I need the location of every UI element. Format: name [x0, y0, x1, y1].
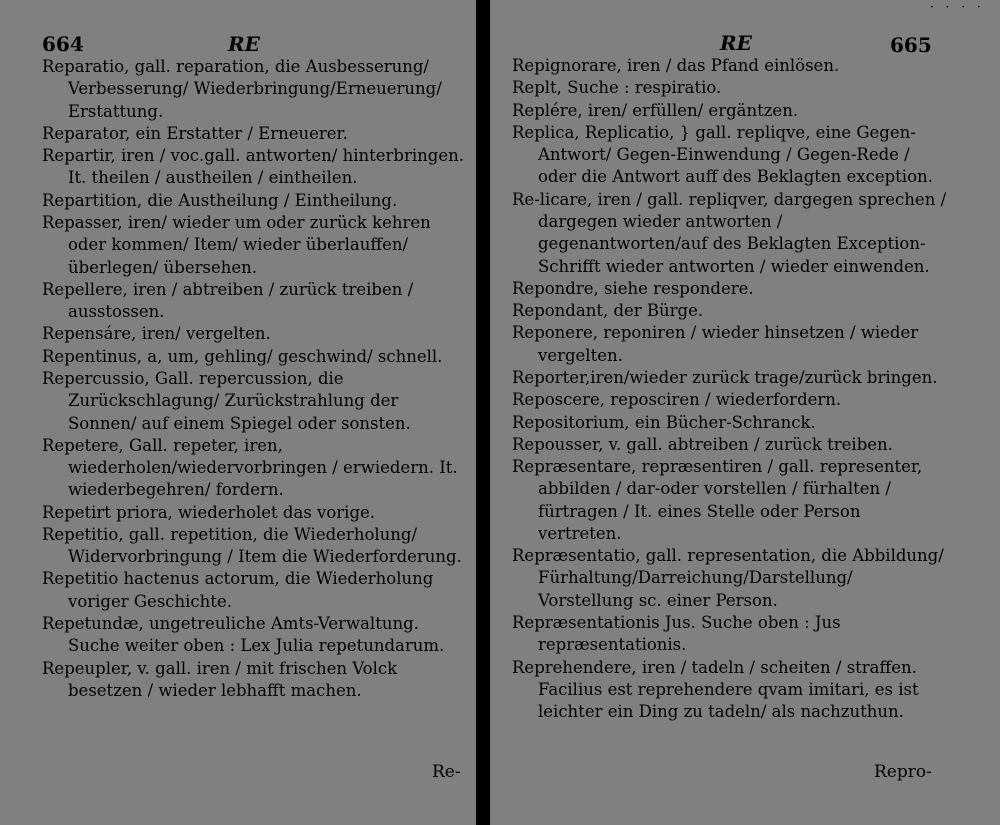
dictionary-entry: Repellere, iren / abtreiben / zurück treiben / ausstossen.: [42, 279, 414, 322]
dictionary-entry: Repræsentare, repræsentiren / gall. representer, abbilden / dar-oder vorstellen / fürhalten / fürtragen / It. eines Stelle oder Person vertreten.: [512, 457, 923, 543]
dictionary-entry: Replére, iren/ erfüllen/ ergäntzen.: [512, 100, 799, 120]
dictionary-entry: Repetirt priora, wiederholet das vorige.: [42, 502, 376, 522]
right-page: [490, 0, 1000, 825]
right-entry-list: [512, 55, 948, 723]
left-page: [0, 0, 478, 825]
dictionary-entry: Repetitio, gall. repetition, die Wiederholung/ Widervorbringung / Item die Wiederforderung.: [42, 524, 462, 567]
dictionary-entry: Replt, Suche : respiratio.: [512, 78, 722, 98]
dictionary-entry: Replica, Replicatio, } gall. repliqve, eine Gegen-Antwort/ Gegen-Einwendung / Gegen-Rede / oder die Antwort auff des Beklagten exception.: [512, 122, 933, 187]
dictionary-entry: Repetundæ, ungetreuliche Amts-Verwaltung. Suche weiter oben : Lex Julia repetundarum.: [42, 614, 445, 656]
dictionary-entry: Repignorare, iren / das Pfand einlösen.: [512, 56, 840, 75]
right-page-number: 665: [890, 33, 932, 57]
dictionary-entry: Repentinus, a, um, gehling/ geschwind/ schnell.: [42, 346, 443, 366]
dictionary-entry: Repræsentatio, gall. representation, die Abbildung/ Fürhaltung/Darreichung/Darstellung/ Vorstellung sc. einer Person.: [512, 546, 944, 610]
left-running-head: RE: [228, 32, 260, 56]
dictionary-entry: Re-licare, iren / gall. repliqver, dargegen sprechen / dargegen wieder antworten / gegenantworten/auf des Beklagten Exception-Schrifft wieder antworten / wieder einwenden.: [512, 189, 947, 276]
right-catchword: Repro-: [874, 762, 932, 782]
dictionary-entry: Repartition, die Austheilung / Eintheilung.: [42, 190, 398, 210]
left-page-number: 664: [42, 32, 84, 56]
dictionary-entry: Reprehendere, iren / tadeln / scheiten / straffen. Facilius est reprehendere qvam imitari, es ist leichter ein Ding zu tadeln/ als nachzuthun.: [512, 657, 919, 722]
left-catchword: Re-: [432, 762, 461, 782]
right-running-head: RE: [720, 31, 752, 55]
dictionary-entry: Reparator, ein Erstatter / Erneuerer.: [42, 123, 348, 143]
dictionary-entry: Repondant, der Bürge.: [512, 301, 704, 321]
top-right-marks: · · · ·: [930, 0, 985, 14]
left-entry-list: [42, 56, 466, 702]
dictionary-entry: Reponere, reponiren / wieder hinsetzen / wieder vergelten.: [512, 323, 919, 365]
dictionary-entry: Reporter,iren/wieder zurück trage/zurück bringen.: [512, 367, 938, 387]
dictionary-entry: Repercussio, Gall. repercussion, die Zurückschlagung/ Zurückstrahlung der Sonnen/ auf einem Spiegel oder sonsten.: [42, 368, 411, 433]
dictionary-entry: Repousser, v. gall. abtreiben / zurück treiben.: [512, 434, 893, 454]
dictionary-entry: Repensáre, iren/ vergelten.: [42, 324, 271, 344]
dictionary-entry: Repartir, iren / voc.gall. antworten/ hinterbringen. It. theilen / austheilen / eintheilen.: [42, 146, 464, 188]
dictionary-entry: Repasser, iren/ wieder um oder zurück kehren oder kommen/ Item/ wieder überlauffen/überlegen/ übersehen.: [42, 212, 431, 277]
book-gutter: [476, 0, 490, 825]
dictionary-entry: Reposcere, reposciren / wiederfordern.: [512, 390, 842, 410]
dictionary-entry: Repositorium, ein Bücher-Schranck.: [512, 412, 816, 432]
dictionary-entry: Repeupler, v. gall. iren / mit frischen Volck besetzen / wieder lebhafft machen.: [42, 658, 398, 700]
dictionary-entry: Repræsentationis Jus. Suche oben : Jus repræsentationis.: [512, 613, 841, 655]
dictionary-entry: Repondre, siehe respondere.: [512, 278, 754, 298]
dictionary-entry: Reparatio, gall. reparation, die Ausbesserung/ Verbesserung/ Wiederbringung/Erneuerung/ Erstattung.: [42, 57, 442, 121]
dictionary-entry: Repetere, Gall. repeter, iren, wiederholen/wiedervorbringen / erwiedern. It. wiederbegehren/ fordern.: [42, 435, 458, 500]
dictionary-entry: Repetitio hactenus actorum, die Wiederholung voriger Geschichte.: [42, 569, 434, 611]
